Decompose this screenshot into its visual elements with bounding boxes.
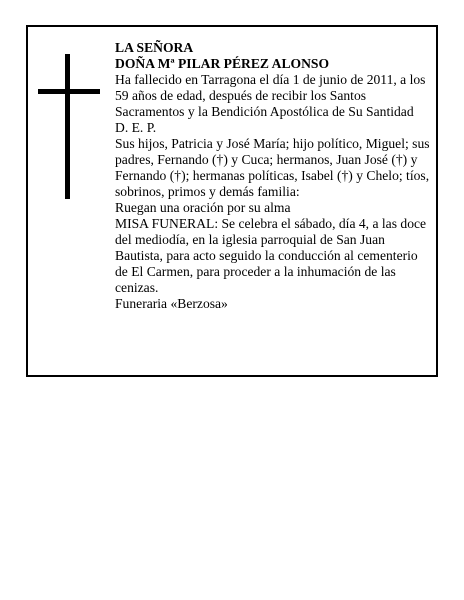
prayer-request: Ruegan una oración por su alma: [115, 200, 291, 215]
cross-horizontal-bar: [38, 89, 100, 94]
obituary-text: [115, 40, 431, 312]
obituary-heading: LA SEÑORA: [115, 40, 194, 55]
rip-line: D. E. P.: [115, 120, 157, 135]
cross-icon: [38, 54, 100, 199]
funeral-home: Funeraria «Berzosa»: [115, 296, 228, 311]
cross-vertical-bar: [65, 54, 70, 199]
obituary-notice: [26, 25, 438, 377]
deceased-name: DOÑA Mª PILAR PÉREZ ALONSO: [115, 56, 330, 71]
funeral-mass-details: MISA FUNERAL: Se celebra el sábado, día 4, a las doce del mediodía, en la iglesia parroquial de San Juan Bautista, para acto seguido la conducción al cementerio de El Carmen, para proceder a la inhumación de las cenizas.: [115, 216, 427, 295]
family-list: Sus hijos, Patricia y José María; hijo político, Miguel; sus padres, Fernando (†) y Cuca; hermanos, Juan José (†) y Fernando (†); hermanas políticas, Isabel (†) y Chelo; tíos, sobrinos, primos y demás familia:: [115, 136, 430, 199]
death-announcement: Ha fallecido en Tarragona el día 1 de junio de 2011, a los 59 años de edad, después de recibir los Santos Sacramentos y la Bendición Apostólica de Su Santidad: [115, 72, 426, 119]
